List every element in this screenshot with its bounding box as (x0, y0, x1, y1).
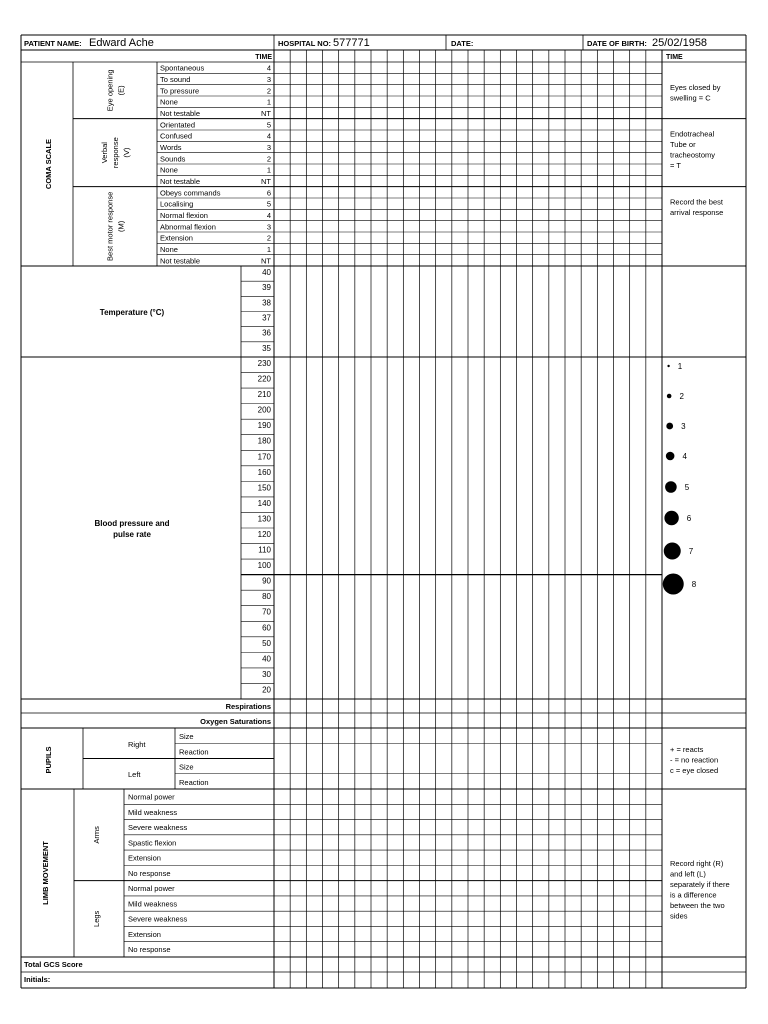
gcs-row-label: Words (160, 143, 182, 153)
pupil-size-number: 8 (691, 580, 697, 589)
temp-tick: 36 (262, 328, 271, 338)
bp-tick: 190 (257, 421, 271, 431)
pupil-size-dot (667, 394, 672, 399)
gcs-row-label: To pressure (160, 86, 200, 96)
gcs-score: 1 (266, 165, 271, 175)
temp-tick: 35 (262, 343, 271, 353)
bp-tick: 110 (258, 545, 271, 555)
gcs-row-label: Not testable (160, 109, 201, 119)
pupil-left-label: Left (128, 770, 141, 779)
bp-tick: 100 (257, 561, 271, 571)
gcs-row-label: Sounds (160, 154, 186, 164)
gcs-row-label: Localising (160, 199, 194, 209)
temp-tick: 39 (262, 283, 271, 293)
gcs-score: NT (261, 177, 271, 187)
limb-note: separately if there (670, 880, 730, 889)
bp-tick: 200 (257, 405, 271, 415)
gcs-score: 5 (266, 199, 271, 209)
gcs-score: 6 (266, 188, 271, 198)
oxygen-label: Oxygen Saturations (200, 717, 271, 726)
gcs-note: tracheostomy (670, 150, 716, 160)
pupil-row-label: Size (179, 762, 194, 772)
gcs-score: NT (261, 256, 271, 266)
gcs-score: 2 (266, 233, 271, 243)
pupils-note: c = eye closed (670, 766, 719, 775)
gcs-score: 2 (266, 154, 271, 164)
gcs-score: 1 (266, 97, 271, 107)
pupil-size-number: 2 (679, 392, 684, 401)
limb-legs-row: Severe weakness (128, 914, 188, 924)
bp-label: pulse rate (113, 530, 151, 539)
gcs-score: 2 (266, 86, 271, 96)
gcs-row-label: Obeys commands (160, 188, 221, 198)
pupil-size-dot (665, 481, 677, 493)
gcs-row-label: Normal flexion (160, 211, 208, 221)
hospital-no-value: 577771 (333, 37, 370, 49)
pupil-size-dot (667, 365, 669, 367)
limb-arms-row: Mild weakness (128, 807, 178, 817)
limb-arms-row: Spastic flexion (128, 838, 177, 848)
pupil-size-dot (663, 574, 684, 595)
gcs-note: Endotracheal (670, 129, 715, 139)
gcs-row-label: Confused (160, 131, 193, 141)
initials-label: Initials: (24, 975, 51, 984)
date-label: DATE: (451, 39, 474, 48)
respirations-label: Respirations (225, 702, 271, 711)
gcs-row-label: Abnormal flexion (160, 222, 216, 232)
time-label-right: TIME (666, 54, 683, 61)
limb-legs-row: No response (128, 945, 171, 955)
legs-label: Legs (92, 910, 101, 927)
hospital-no-label: HOSPITAL NO: (278, 39, 332, 48)
bp-tick: 130 (257, 514, 271, 524)
limb-legs-row: Mild weakness (128, 899, 178, 909)
bp-tick: 50 (262, 638, 271, 648)
bp-tick: 220 (257, 374, 271, 384)
pupil-size-dot (666, 423, 673, 430)
gcs-row-label: Extension (160, 233, 193, 243)
gcs-score: 1 (266, 245, 271, 255)
gcs-group-label: (V) (122, 147, 131, 158)
dob-value: 25/02/1958 (652, 37, 708, 49)
gcs-row-label: Not testable (160, 256, 201, 266)
pupil-row-label: Reaction (179, 747, 209, 757)
gcs-score: 4 (266, 211, 271, 221)
patient-name-label: PATIENT NAME: (24, 39, 82, 48)
limb-movement-label: LIMB MOVEMENT (41, 841, 50, 905)
limb-note: Record right (R) (670, 859, 724, 868)
gcs-group-label: (M) (116, 220, 126, 232)
gcs-note: Eyes closed by (670, 83, 721, 92)
limb-arms-row: Severe weakness (128, 823, 188, 833)
temp-tick: 40 (262, 268, 271, 277)
pupil-row-label: Size (179, 732, 194, 741)
pupil-size-dot (664, 511, 678, 525)
bp-tick: 20 (262, 685, 271, 695)
bp-tick: 150 (257, 483, 271, 493)
gcs-score: 3 (266, 222, 271, 232)
pupils-label: PUPILS (44, 746, 53, 774)
temperature-label: Temperature (°C) (99, 308, 165, 317)
gcs-group-label: response (111, 137, 120, 169)
gcs-score: 3 (266, 143, 271, 153)
bp-tick: 230 (257, 359, 271, 368)
time-label: TIME (255, 54, 272, 61)
gcs-row-label: None (160, 245, 178, 255)
pupil-size-number: 7 (688, 547, 694, 556)
bp-tick: 90 (262, 576, 271, 586)
bp-tick: 180 (257, 436, 271, 446)
pupil-size-number: 1 (677, 362, 683, 371)
limb-note: and left (L) (670, 869, 706, 879)
gcs-group-label: Best motor response (105, 191, 115, 261)
limb-note: between the two (670, 901, 725, 910)
gcs-score: 5 (266, 120, 271, 130)
bp-tick: 60 (262, 623, 271, 633)
patient-name-value: Edward Ache (89, 37, 154, 49)
pupil-size-number: 4 (682, 452, 687, 461)
gcs-note: = T (670, 161, 681, 171)
gcs-group-label: Verbal (100, 142, 109, 164)
limb-legs-row: Normal power (128, 884, 175, 894)
arms-label: Arms (92, 826, 101, 844)
pupil-size-number: 5 (684, 483, 690, 492)
gcs-score: 4 (266, 63, 271, 73)
coma-scale-label: COMA SCALE (44, 138, 53, 190)
pupil-size-number: 3 (681, 422, 686, 431)
limb-arms-row: Extension (128, 853, 161, 863)
gcs-score: 4 (266, 131, 271, 141)
gcs-note: swelling = C (670, 93, 711, 103)
bp-tick: 80 (262, 592, 271, 602)
gcs-score: 3 (266, 75, 271, 85)
bp-tick: 70 (262, 607, 271, 617)
pupil-row-label: Reaction (179, 777, 209, 787)
limb-note: is a difference (670, 890, 717, 900)
gcs-row-label: None (160, 165, 178, 175)
dob-label: DATE OF BIRTH: (587, 39, 647, 48)
temp-tick: 37 (262, 313, 271, 323)
gcs-note: arrival response (670, 208, 724, 218)
gcs-group-label: (E) (116, 85, 126, 96)
gcs-note: Record the best (670, 197, 723, 207)
temp-tick: 38 (262, 298, 271, 308)
limb-arms-row: Normal power (128, 792, 175, 802)
pupil-right-label: Right (128, 740, 146, 749)
limb-note: sides (670, 911, 688, 921)
bp-tick: 140 (257, 498, 271, 508)
bp-tick: 160 (257, 467, 271, 477)
limb-legs-row: Extension (128, 929, 161, 939)
pupil-size-dot (666, 452, 675, 461)
bp-tick: 40 (262, 654, 271, 664)
gcs-score: NT (261, 109, 271, 119)
pupil-size-number: 6 (686, 514, 692, 523)
bp-tick: 120 (257, 530, 271, 539)
bp-label: Blood pressure and (94, 519, 170, 528)
gcs-row-label: None (160, 97, 178, 107)
limb-arms-row: No response (128, 868, 171, 878)
bp-tick: 170 (257, 452, 271, 462)
pupils-note: - = no reaction (670, 755, 719, 765)
pupil-size-dot (664, 543, 681, 560)
gcs-note: Tube or (670, 140, 696, 150)
pupils-note: + = reacts (670, 745, 704, 754)
gcs-row-label: Spontaneous (160, 63, 205, 73)
gcs-row-label: Orientated (160, 120, 196, 130)
gcs-group-label: Eye opening (105, 69, 115, 112)
total-gcs-label: Total GCS Score (24, 960, 83, 969)
bp-tick: 210 (257, 390, 271, 400)
bp-tick: 30 (262, 669, 271, 679)
gcs-row-label: Not testable (160, 177, 201, 187)
gcs-row-label: To sound (160, 75, 191, 85)
